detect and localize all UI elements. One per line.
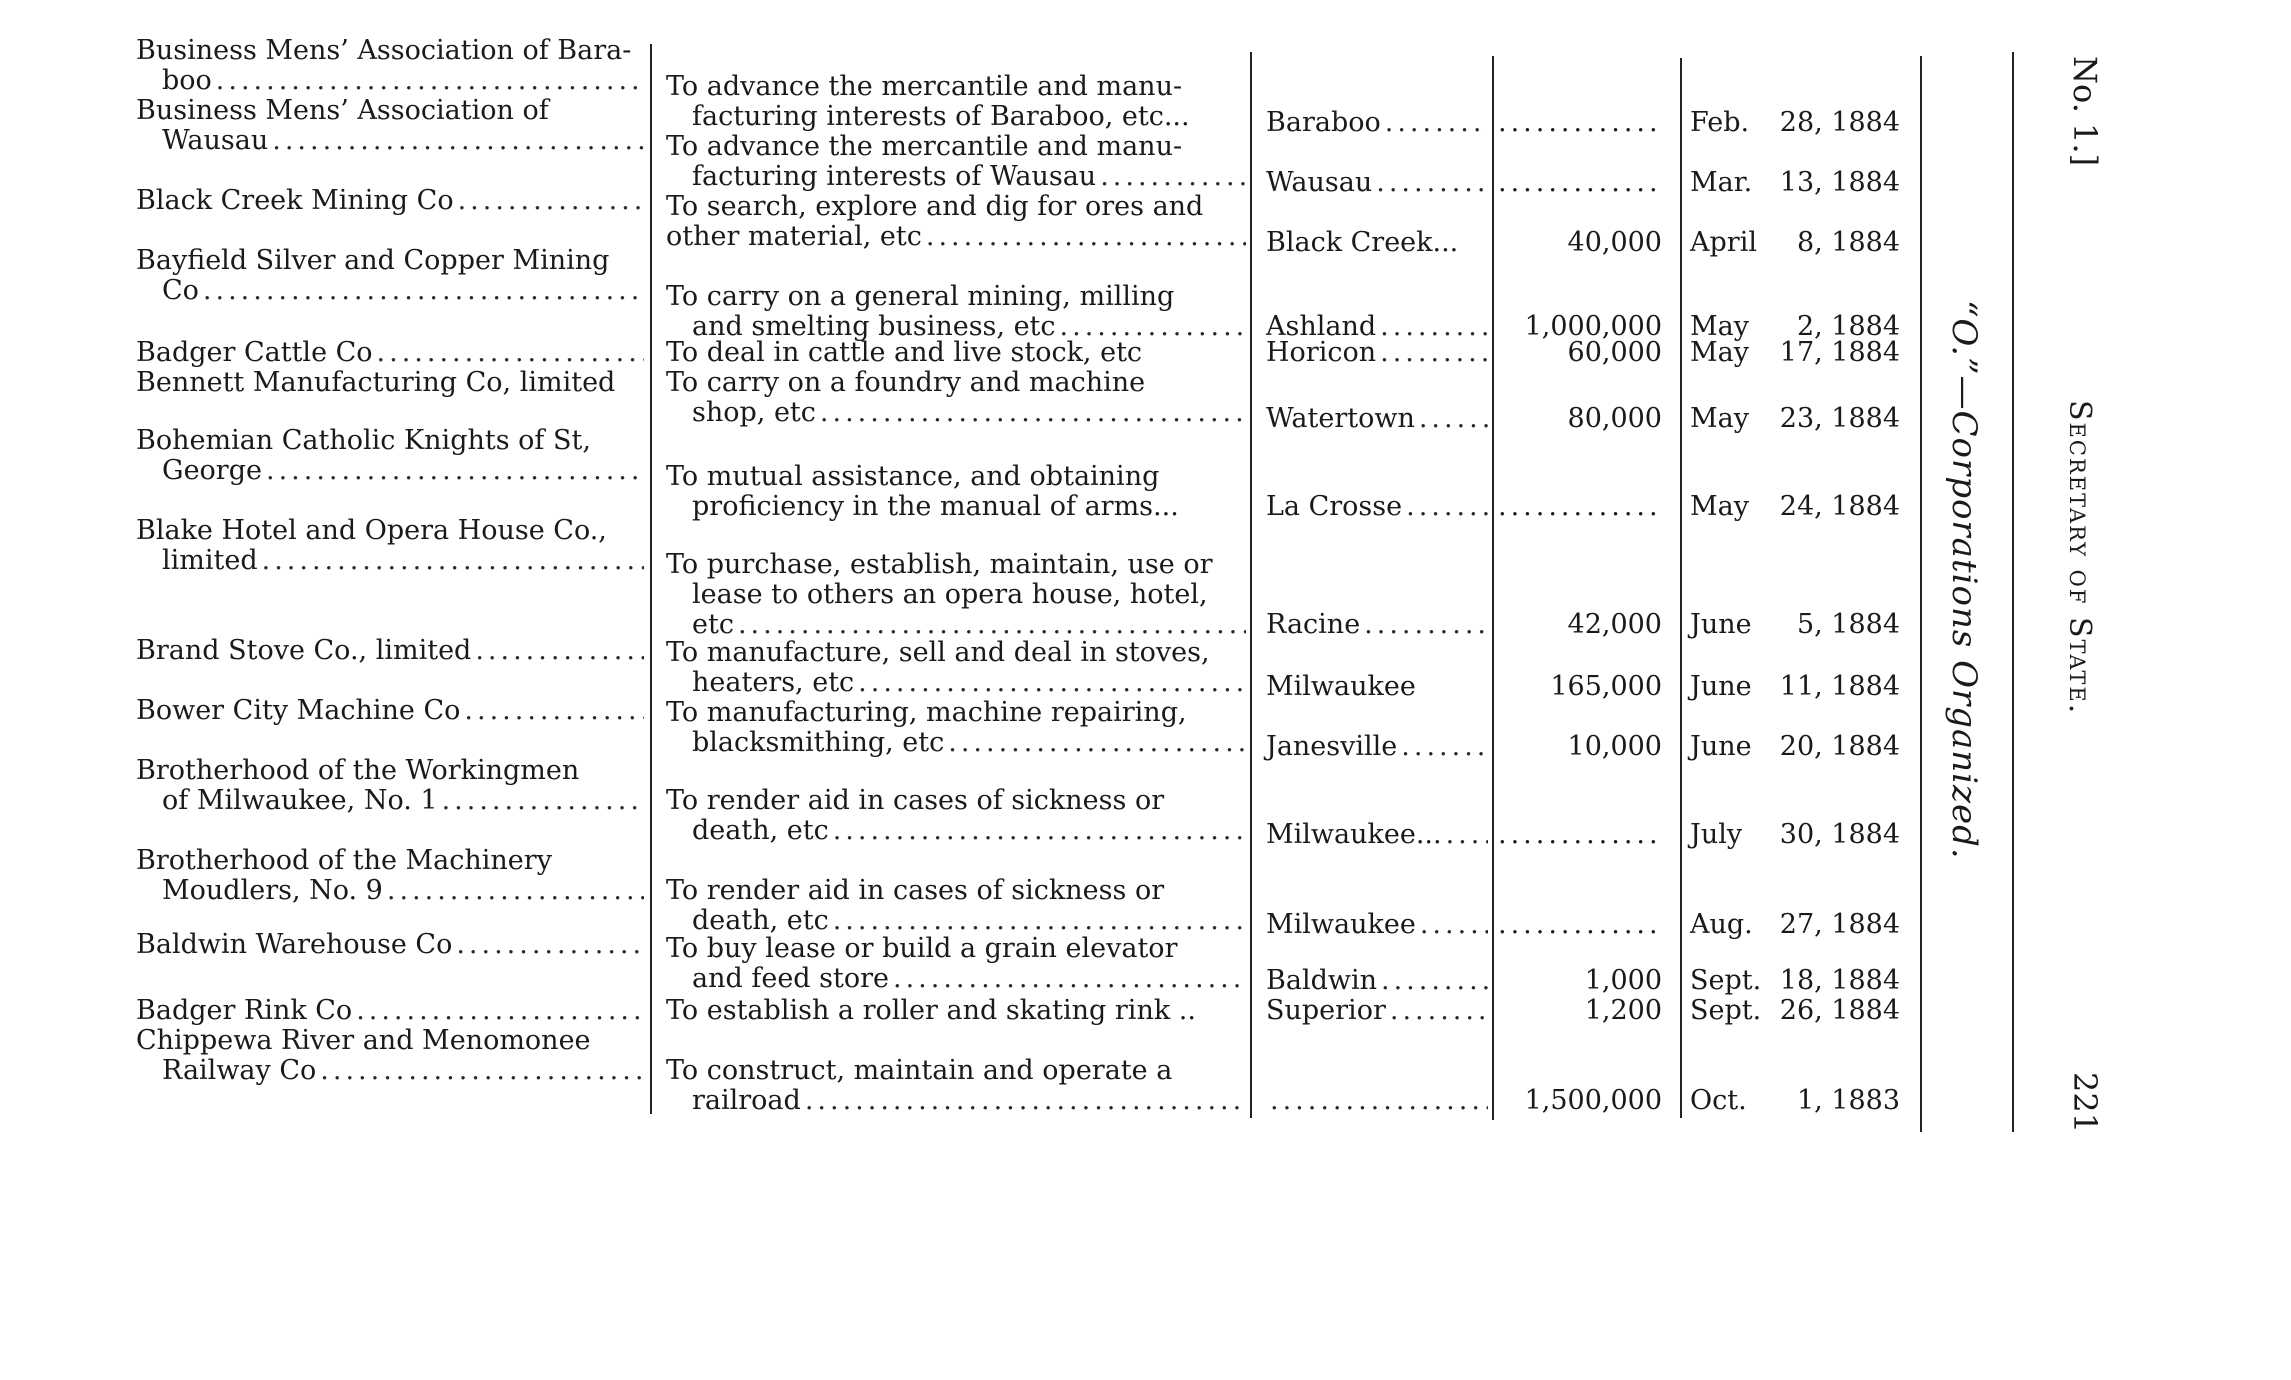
date: May 17, 1884 — [1690, 337, 1900, 368]
corporation-purpose: To purchase, establish, maintain, use or lease to others an opera house, hotel, etc ..... — [666, 550, 1246, 640]
date: Sept. 26, 1884 — [1690, 995, 1900, 1026]
place: La Crosse ..... — [1266, 492, 1488, 522]
capital: 40,000 — [1567, 227, 1662, 258]
capital — [1498, 168, 1662, 198]
capital — [1498, 820, 1662, 850]
capital: 1,200 — [1584, 995, 1662, 1026]
column-rule-capital — [1680, 58, 1682, 1118]
place: Watertown ..... — [1266, 404, 1488, 434]
date: June 11, 1884 — [1690, 671, 1900, 702]
corporation-name: Bennett Manufacturing Co, limited — [136, 367, 616, 398]
date: Feb. 28, 1884 — [1690, 107, 1900, 138]
column-rule-place — [1492, 56, 1494, 1120]
capital: 1,000 — [1584, 965, 1662, 996]
corporation-purpose: To carry on a foundry and machine shop, etc ..... — [666, 368, 1246, 428]
corporation-name: Badger Rink Co ..... — [136, 996, 644, 1026]
place: Milwaukee ..... — [1266, 910, 1488, 940]
date: Mar. 13, 1884 — [1690, 167, 1900, 198]
corporation-name: Blake Hotel and Opera House Co., limited ..... — [136, 516, 644, 576]
column-rule-purpose — [1250, 52, 1252, 1118]
corporation-purpose: To render aid in cases of sickness or death, etc ..... — [666, 876, 1246, 936]
corporation-name: Brand Stove Co., limited ..... — [136, 636, 644, 666]
date: Oct. 1, 1883 — [1690, 1085, 1900, 1116]
corporation-purpose: To carry on a general mining, milling and smelting business, etc ..... — [666, 282, 1246, 342]
corporation-name: Brotherhood of the Workingmen of Milwaukee, No. 1 ..... — [136, 756, 644, 816]
corporation-purpose: To advance the mercantile and manu- facturing interests of Wausau ..... — [666, 132, 1246, 192]
capital — [1498, 492, 1662, 522]
page-number: 221 — [2066, 1072, 2104, 1134]
corporation-name: Black Creek Mining Co ..... — [136, 186, 644, 216]
place: Milwaukee — [1266, 671, 1416, 702]
column-rule-title — [2012, 52, 2014, 1132]
place: Janesville ..... — [1266, 732, 1488, 762]
place: Horicon ..... — [1266, 338, 1488, 368]
date: Sept. 18, 1884 — [1690, 965, 1900, 996]
corporation-name: Chippewa River and Menomonee Railway Co ..... — [136, 1026, 644, 1086]
capital: 80,000 — [1567, 403, 1662, 434]
column-rule-name — [650, 44, 652, 1114]
corporation-name: Bayfield Silver and Copper Mining Co ..... — [136, 246, 644, 306]
place: Racine ..... — [1266, 610, 1488, 640]
date: Aug. 27, 1884 — [1690, 909, 1900, 940]
capital: 1,000,000 — [1524, 311, 1662, 342]
corporation-purpose: To manufacture, sell and deal in stoves, heaters, etc ..... — [666, 638, 1246, 698]
corporation-name: Bohemian Catholic Knights of St, George ..... — [136, 426, 644, 486]
section-title: “O.”—Corporations Organized. — [1944, 300, 1984, 860]
place: Superior ..... — [1266, 996, 1488, 1026]
capital: 1,500,000 — [1524, 1085, 1662, 1116]
date: May 2, 1884 — [1690, 311, 1900, 342]
capital — [1498, 108, 1662, 138]
date: May 23, 1884 — [1690, 403, 1900, 434]
capital: 42,000 — [1567, 609, 1662, 640]
corporation-name: Business Mens’ Association of Wausau ..... — [136, 96, 644, 156]
running-head: Secretary of State. — [2062, 400, 2097, 716]
document-number: No. 1.] — [2066, 56, 2104, 167]
corporation-purpose: To render aid in cases of sickness or death, etc ..... — [666, 786, 1246, 846]
corporation-purpose: To mutual assistance, and obtaining proficiency in the manual of arms... — [666, 461, 1179, 522]
column-rule-date — [1920, 56, 1922, 1132]
place: Wausau ..... — [1266, 168, 1488, 198]
corporation-purpose: To buy lease or build a grain elevator and feed store ..... — [666, 934, 1246, 994]
place: Ashland ..... — [1266, 312, 1488, 342]
capital — [1498, 910, 1662, 940]
date: May 24, 1884 — [1690, 491, 1900, 522]
date: April 8, 1884 — [1690, 227, 1900, 258]
corporation-name: Bower City Machine Co ..... — [136, 696, 644, 726]
corporation-purpose: To establish a roller and skating rink .. — [666, 995, 1196, 1026]
place: Milwaukee... ..... — [1266, 820, 1488, 850]
corporation-purpose: To deal in cattle and live stock, etc — [666, 337, 1143, 368]
capital: 165,000 — [1550, 671, 1662, 702]
date: June 5, 1884 — [1690, 609, 1900, 640]
date: June 20, 1884 — [1690, 731, 1900, 762]
corporation-purpose: To search, explore and dig for ores and other material, etc ..... — [666, 192, 1246, 252]
corporation-name: Badger Cattle Co ..... — [136, 338, 644, 368]
capital: 10,000 — [1567, 731, 1662, 762]
capital: 60,000 — [1567, 337, 1662, 368]
corporation-purpose: To manufacturing, machine repairing, blacksmithing, etc ..... — [666, 698, 1246, 758]
place: Baldwin ..... — [1266, 966, 1488, 996]
corporation-purpose: To construct, maintain and operate a railroad ..... — [666, 1056, 1246, 1116]
corporation-purpose: To advance the mercantile and manu- facturing interests of Baraboo, etc... — [666, 71, 1190, 132]
corporation-name: Brotherhood of the Machinery Moudlers, No. 9 ..... — [136, 846, 644, 906]
place — [1266, 1086, 1488, 1116]
date: July 30, 1884 — [1690, 819, 1900, 850]
corporation-name: Business Mens’ Association of Bara- boo ..... — [136, 36, 644, 96]
place: Baraboo ..... — [1266, 108, 1488, 138]
corporation-name: Baldwin Warehouse Co ..... — [136, 930, 644, 960]
place: Black Creek... — [1266, 227, 1459, 258]
